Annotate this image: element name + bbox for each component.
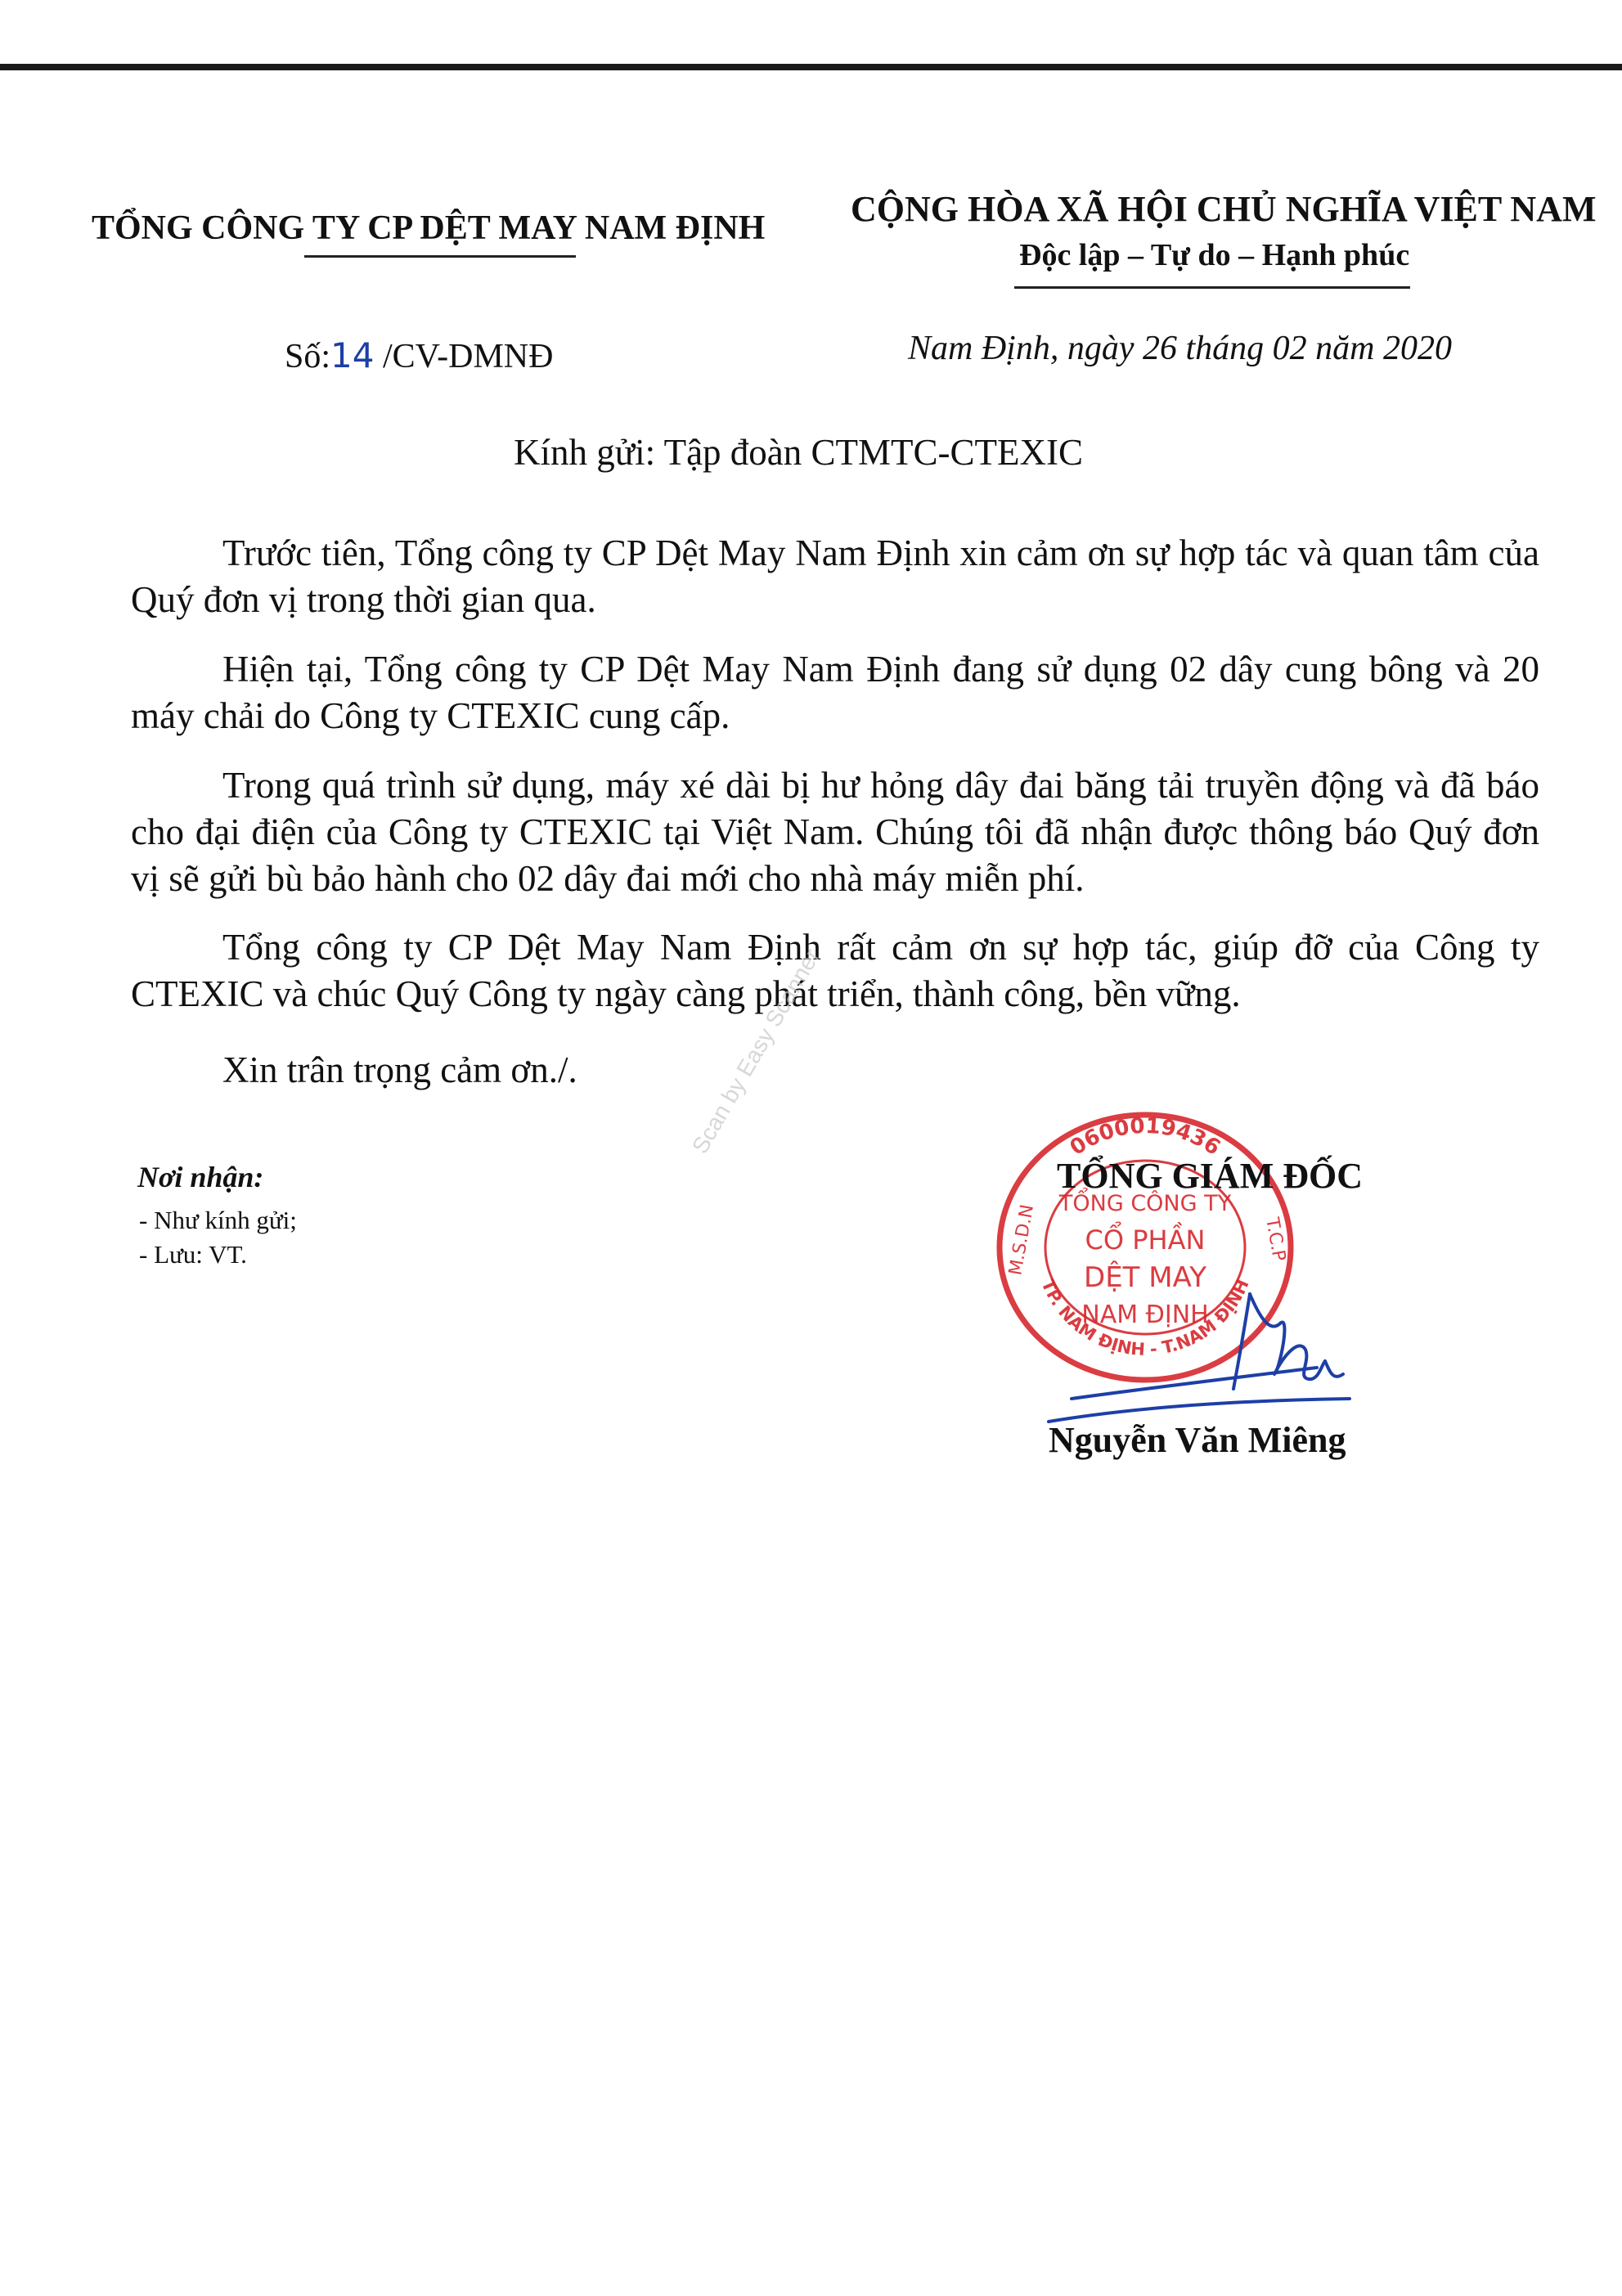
motto-underline	[1014, 286, 1410, 289]
signer-title: TỔNG GIÁM ĐỐC	[1057, 1156, 1363, 1196]
document-number-prefix: Số:	[285, 338, 331, 375]
seal-ring-right: T.C.P	[1261, 1215, 1289, 1263]
seal-line-1: TỔNG CÔNG TY	[1058, 1191, 1232, 1216]
recipient-line: Kính gửi: Tập đoàn CTMTC-CTEXIC	[514, 432, 1084, 473]
handwritten-signature	[1039, 1276, 1382, 1431]
top-border-line	[0, 64, 1622, 70]
seal-line-4: NAM ĐỊNH	[1081, 1301, 1209, 1329]
seal-ring-left: M.S.D.N	[1005, 1202, 1039, 1278]
scanner-watermark: Scan by Easy Scanner	[687, 944, 825, 1158]
seal-line-2: CỔ PHẦN	[1085, 1224, 1206, 1256]
national-title: CỘNG HÒA XÃ HỘI CHỦ NGHĨA VIỆT NAM	[851, 189, 1597, 229]
document-number-suffix: /CV-DMNĐ	[374, 338, 554, 375]
body-paragraph: Trong quá trình sử dụng, máy xé dài bị hư hỏng dây đai băng tải truyền động và đã báo cho đại điện của Công ty CTEXIC tại Việt Nam. Chúng tôi đã nhận được thông báo Quý đơn vị sẽ gửi bù bảo hành cho 02 dây đai mới cho nhà máy miễn phí.	[131, 765, 1539, 899]
svg-text:0600019436	[1066, 1114, 1224, 1161]
body-paragraph: Hiện tại, Tổng công ty CP Dệt May Nam Định đang sử dụng 02 dây cung bông và 20 máy chải do Công ty CTEXIC cung cấp.	[131, 649, 1539, 736]
recipients-title: Nơi nhận:	[137, 1161, 264, 1193]
signer-name: Nguyễn Văn Miêng	[1049, 1420, 1346, 1460]
recipient-item: - Như kính gửi;	[139, 1206, 297, 1234]
body-paragraph: Tổng công ty CP Dệt May Nam Định rất cảm ơn sự hợp tác, giúp đỡ của Công ty CTEXIC và chúc Quý Công ty ngày càng phát triển, thành công, bền vững.	[131, 927, 1539, 1014]
recipient-item: - Lưu: VT.	[139, 1240, 247, 1269]
document-number	[285, 335, 553, 376]
seal-code: 0600019436	[1065, 1113, 1225, 1161]
organization-underline	[304, 255, 576, 258]
body-paragraph: Trước tiên, Tổng công ty CP Dệt May Nam Định xin cảm ơn sự hợp tác và quan tâm của Quý đơn vị trong thời gian qua.	[131, 532, 1539, 620]
national-motto: Độc lập – Tự do – Hạnh phúc	[1019, 238, 1410, 272]
document-date: Nam Định, ngày 26 tháng 02 năm 2020	[908, 330, 1452, 367]
seal-ring-bottom: TP. NAM ĐỊNH - T.NAM ĐỊNH	[1037, 1276, 1253, 1359]
organization-name: TỔNG CÔNG TY CP DỆT MAY NAM ĐỊNH	[92, 209, 766, 247]
closing-line: Xin trân trọng cảm ơn./.	[222, 1049, 577, 1090]
document-number-handwritten: 14	[330, 335, 375, 375]
seal-line-3: DỆT MAY	[1084, 1261, 1206, 1294]
